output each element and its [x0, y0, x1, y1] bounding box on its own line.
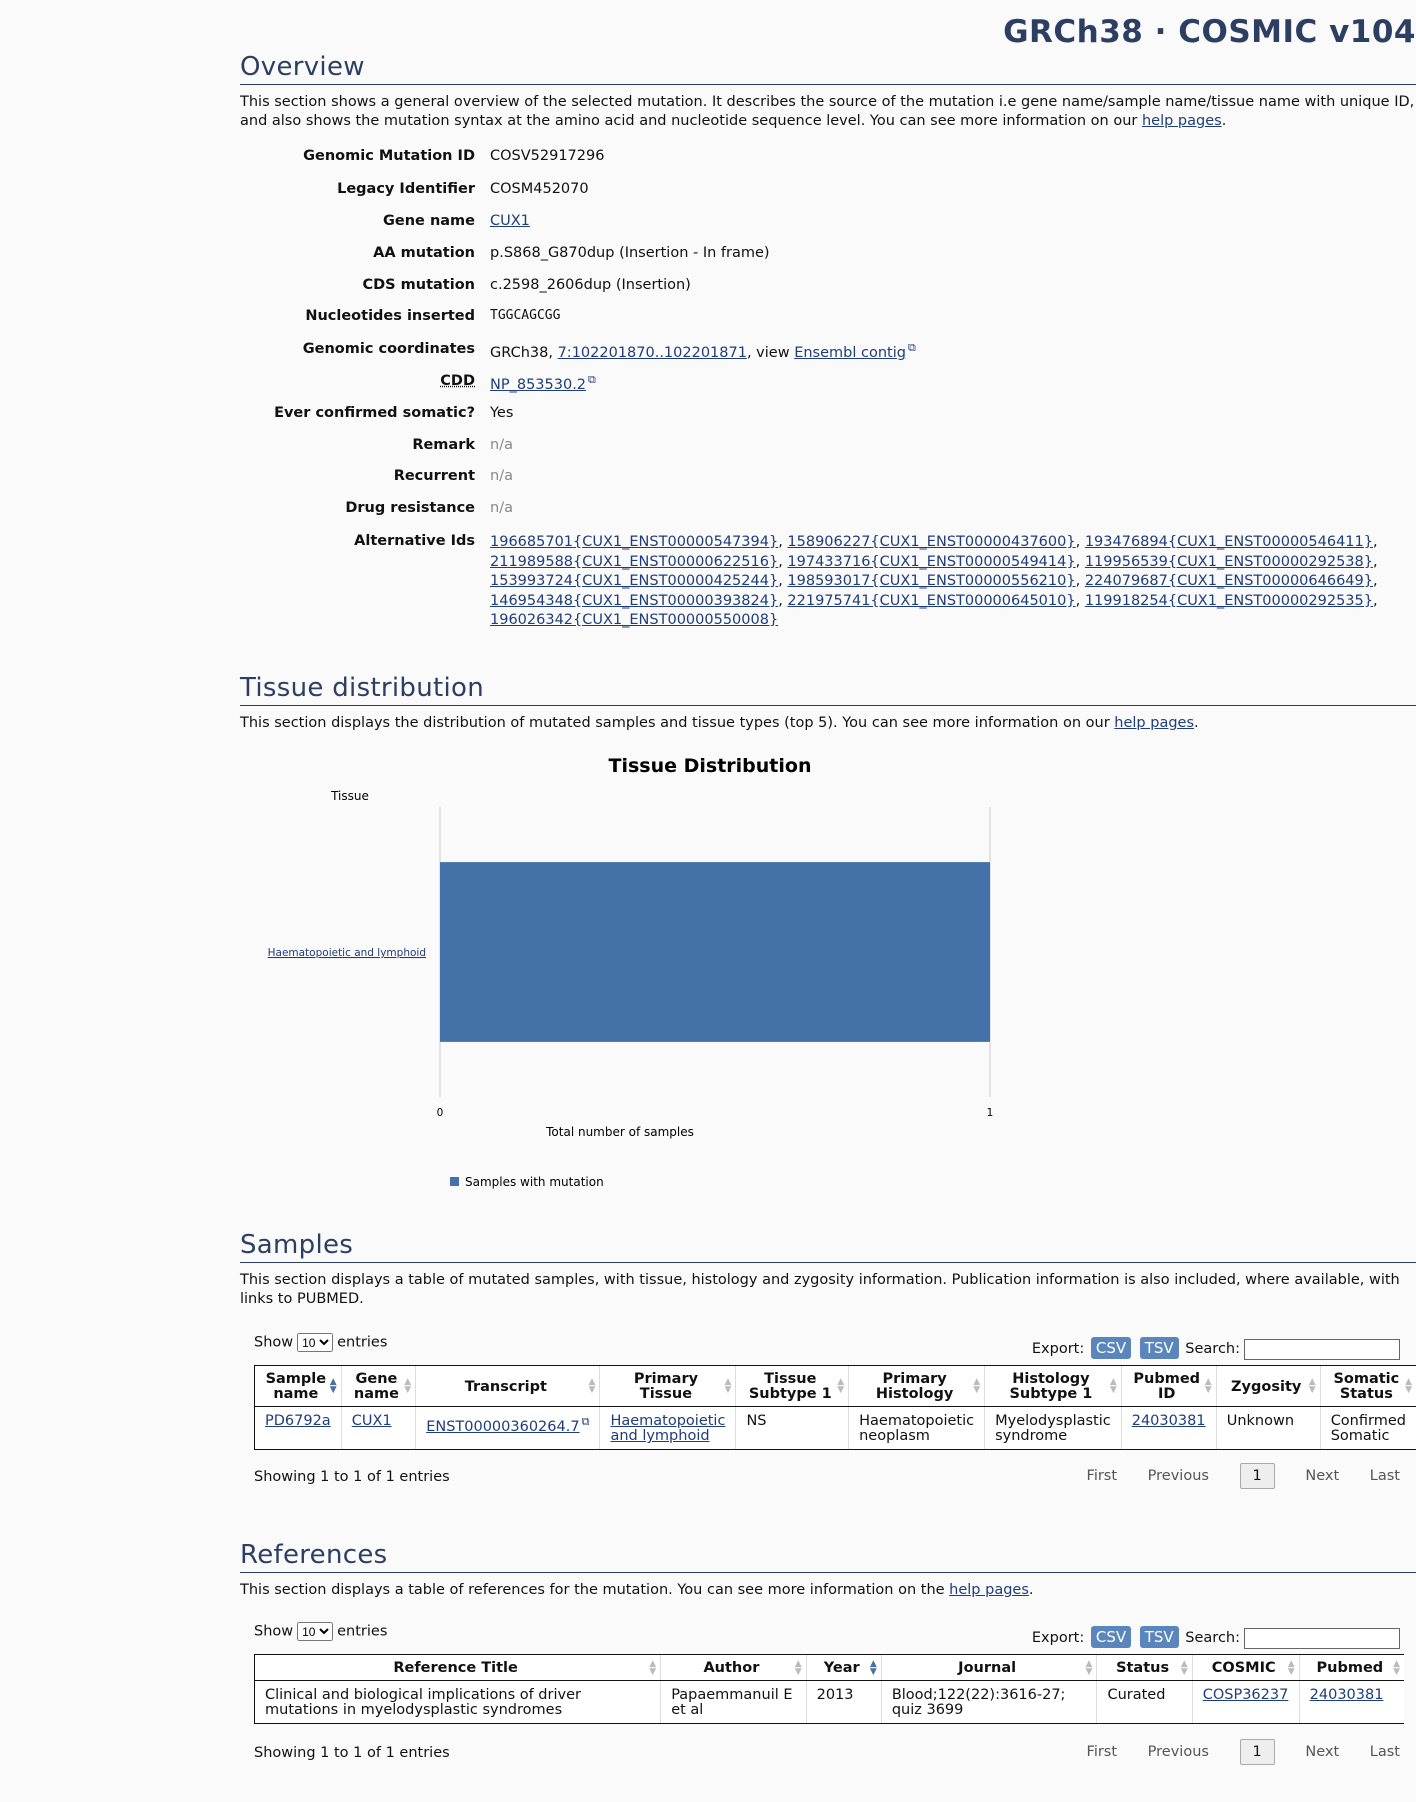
chart-legend-label: Samples with mutation	[465, 1175, 604, 1189]
references-table	[254, 1654, 1404, 1724]
field-cdd: CDD NP_853530.2 ⧉	[440, 373, 596, 393]
gene-name-link[interactable]: CUX1	[490, 213, 530, 229]
sort-icon: ▲ ▼	[1204, 1377, 1212, 1395]
col-transcript[interactable]: Transcript ▲ ▼	[416, 1366, 600, 1407]
tissue-subtype-cell: NS	[736, 1407, 849, 1450]
col-primary-tissue[interactable]: Primary Tissue ▲ ▼	[600, 1366, 736, 1407]
sort-icon: ▲ ▼	[1180, 1658, 1188, 1677]
alternative-id-link[interactable]: 158906227{CUX1_ENST00000437600}	[787, 534, 1076, 550]
author-cell: Papaemmanuil E et al	[661, 1681, 806, 1724]
overview-help-link[interactable]: help pages	[1141, 113, 1222, 129]
genomic-mutation-id-value: COSV52917296	[490, 148, 605, 164]
sort-icon: ▲ ▼	[794, 1658, 802, 1677]
samples-page-previous[interactable]: Previous	[1147, 1468, 1209, 1484]
tissue-chart-svg	[240, 745, 994, 1205]
gene-name-link[interactable]: CUX1	[351, 1413, 392, 1429]
chart-x-tick-label: 0	[436, 1107, 444, 1119]
col-primary-histology[interactable]: Primary Histology ▲ ▼	[849, 1366, 985, 1407]
references-table-info: Showing 1 to 1 of 1 entries	[254, 1745, 450, 1761]
primary-tissue-link[interactable]: Haematopoietic and lymphoid	[610, 1413, 726, 1444]
col-tissue-subtype[interactable]: Tissue Subtype 1 ▲ ▼	[736, 1366, 849, 1407]
field-gene-name: Gene name CUX1	[383, 213, 530, 229]
reference-title-cell: Clinical and biological implications of driver mutations in myelodysplastic syndromes	[255, 1681, 661, 1724]
samples-pagination	[1061, 1463, 1400, 1489]
nucleotides-inserted-value: TGGCAGCGG	[490, 308, 561, 323]
col-sample-name[interactable]: Sample name ▲ ▼	[255, 1366, 342, 1407]
samples-heading: Samples	[240, 1230, 1416, 1263]
alternative-id-link[interactable]: 196685701{CUX1_ENST00000547394}	[490, 534, 779, 550]
alternative-id-link[interactable]: 224079687{CUX1_ENST00000646649}	[1084, 573, 1373, 589]
alternative-id-link[interactable]: 198593017{CUX1_ENST00000556210}	[787, 573, 1076, 589]
references-description: This section displays a table of references for the mutation. You can see more information on the help pages.	[240, 1582, 1034, 1598]
references-page-current[interactable]: 1	[1240, 1739, 1275, 1765]
drug-resistance-value: n/a	[490, 500, 513, 516]
col-year[interactable]: Year ▲ ▼	[806, 1655, 881, 1681]
aa-mutation-value: p.S868_G870dup (Insertion - In frame)	[490, 245, 770, 261]
col-reference-title[interactable]: Reference Title ▲ ▼	[255, 1655, 661, 1681]
page-header-title: GRCh38 · COSMIC v104	[1003, 14, 1416, 50]
sort-icon: ▲ ▼	[404, 1377, 412, 1395]
legacy-identifier-value: COSM452070	[490, 181, 589, 197]
somatic-status-cell: Confirmed Somatic	[1320, 1407, 1416, 1450]
sort-asc-icon: ▲ ▼	[869, 1658, 877, 1677]
samples-export-csv-button[interactable]: CSV	[1091, 1337, 1131, 1359]
col-journal[interactable]: Journal ▲ ▼	[881, 1655, 1097, 1681]
chart-x-axis-label: Total number of samples	[546, 1125, 694, 1139]
recurrent-value: n/a	[490, 468, 513, 484]
references-page-first[interactable]: First	[1086, 1744, 1118, 1760]
sort-icon: ▲ ▼	[1308, 1377, 1316, 1395]
references-table-header	[255, 1655, 1405, 1681]
sort-icon: ▲ ▼	[1287, 1658, 1295, 1677]
alternative-id-link[interactable]: 153993724{CUX1_ENST00000425244}	[490, 573, 779, 589]
year-cell: 2013	[806, 1681, 881, 1724]
cosmic-link[interactable]: COSP36237	[1202, 1687, 1289, 1703]
col-somatic-status[interactable]: Somatic Status ▲ ▼	[1320, 1366, 1416, 1407]
chart-x-tick-label: 1	[986, 1107, 994, 1119]
samples-table-header	[255, 1366, 1416, 1407]
sort-icon: ▲ ▼	[588, 1377, 596, 1395]
pubmed-id-link[interactable]: 24030381	[1131, 1413, 1206, 1429]
sort-icon: ▲ ▼	[1393, 1658, 1400, 1677]
field-remark: Remark n/a	[240, 437, 1416, 457]
table-row	[255, 1681, 1405, 1724]
field-genomic-mutation-id: Genomic Mutation ID COSV52917296	[240, 148, 1416, 168]
sort-asc-icon: ▲ ▼	[329, 1377, 337, 1395]
sort-icon: ▲ ▼	[649, 1658, 657, 1677]
alternative-id-link[interactable]: 197433716{CUX1_ENST00000549414}	[787, 553, 1076, 570]
samples-section	[240, 1230, 1416, 1309]
references-pagination	[1061, 1739, 1400, 1765]
alternative-id-link[interactable]: 119918254{CUX1_ENST00000292535}	[1084, 592, 1373, 609]
field-drug-resistance: Drug resistance n/a	[240, 500, 1416, 520]
samples-page-first[interactable]: First	[1086, 1468, 1118, 1484]
field-alternative-ids: Alternative Ids 196685701{CUX1_ENST00000547394}, 158906227{CUX1_ENST00000437600}, 193476894{CUX1_ENST00000546411}, 211989588{CUX1_ENST00000622516}, 197433716{CUX1_ENST00000549414}, 119956539{CUX1_ENST00000292538}, 153993724{CUX1_ENST00000425244}, 198593017{CUX1_ENST00000556210}, 224079687{CUX1_ENST00000646649}, 146954348{CUX1_ENST00000393824}, 221975741{CUX1_ENST00000645010}, 119918254{CUX1_ENST00000292535}, 196026342{CUX1_ENST00000550008}	[240, 533, 1416, 553]
samples-page-current[interactable]: 1	[1240, 1463, 1275, 1489]
chart-category-label[interactable]: Haematopoietic and lymphoid	[267, 947, 426, 959]
external-link-icon: ⧉	[581, 1415, 590, 1428]
table-row	[255, 1407, 1416, 1450]
alternative-id-link[interactable]: 193476894{CUX1_ENST00000546411}	[1084, 534, 1373, 550]
overview-heading: Overview	[240, 52, 1416, 85]
field-genomic-coordinates: Genomic coordinates GRCh38, 7:102201870..102201871, view Ensembl contig ⧉	[302, 341, 916, 361]
samples-page-next[interactable]: Next	[1305, 1468, 1340, 1484]
ever-confirmed-value: Yes	[490, 405, 514, 421]
histology-subtype-cell: Myelodysplastic syndrome	[985, 1407, 1122, 1450]
field-ever-confirmed-somatic: Ever confirmed somatic? Yes	[240, 405, 1416, 425]
genomic-coordinates-link[interactable]: 7:102201870..102201871	[557, 344, 747, 361]
sort-icon: ▲ ▼	[1405, 1377, 1412, 1395]
overview-description: This section shows a general overview of the selected mutation. It describes the source of the mutation i.e gene name/sample name/tissue name with unique ID, and also shows the mutation syntax at the amino acid and nucleotide sequence level. You can see more information on our help pages.	[240, 94, 1415, 129]
sort-icon: ▲ ▼	[837, 1377, 845, 1395]
samples-page-last[interactable]: Last	[1369, 1468, 1400, 1484]
alternative-id-link[interactable]: 211989588{CUX1_ENST00000622516}	[490, 553, 779, 570]
pubmed-link[interactable]: 24030381	[1309, 1687, 1384, 1703]
references-search-input[interactable]	[1244, 1628, 1400, 1649]
chart-y-axis-label: Tissue	[331, 789, 369, 803]
alternative-id-link[interactable]: 146954348{CUX1_ENST00000393824}	[490, 592, 779, 609]
references-page-last[interactable]: Last	[1369, 1744, 1400, 1760]
sort-icon: ▲ ▼	[973, 1377, 981, 1395]
chart-title: Tissue Distribution	[608, 755, 812, 777]
samples-search-input[interactable]	[1244, 1339, 1400, 1360]
transcript-link[interactable]: ENST00000360264.7	[426, 1418, 580, 1435]
sort-icon: ▲ ▼	[1085, 1658, 1093, 1677]
alternative-id-link[interactable]: 221975741{CUX1_ENST00000645010}	[787, 592, 1076, 609]
alternative-id-link[interactable]: 119956539{CUX1_ENST00000292538}	[1084, 553, 1373, 570]
sample-name-link[interactable]: PD6792a	[265, 1413, 331, 1429]
references-help-link[interactable]: help pages	[949, 1582, 1029, 1598]
zygosity-cell: Unknown	[1216, 1407, 1320, 1450]
ensembl-contig-link[interactable]: Ensembl contig	[794, 344, 906, 361]
col-histology-subtype[interactable]: Histology Subtype 1 ▲ ▼	[985, 1366, 1122, 1407]
references-page-previous[interactable]: Previous	[1147, 1744, 1209, 1760]
field-cds-mutation: CDS mutation c.2598_2606dup (Insertion)	[240, 277, 1416, 297]
samples-description: This section displays a table of mutated samples, with tissue, histology and zygosity information. Publication information is also included, where available, with links to PUBMED.	[240, 1272, 1400, 1307]
field-aa-mutation: AA mutation p.S868_G870dup (Insertion - In frame)	[240, 245, 1416, 265]
field-legacy-identifier: Legacy Identifier COSM452070	[240, 181, 1416, 201]
alternative-ids-list: 196685701{CUX1_ENST00000547394}, 158906227{CUX1_ENST00000437600}, 193476894{CUX1_ENST00000546411}, 211989588{CUX1_ENST00000622516}, 197433716{CUX1_ENST00000549414}, 119956539{CUX1_ENST00000292538}, 153993724{CUX1_ENST00000425244}, 198593017{CUX1_ENST00000556210}, 224079687{CUX1_ENST00000646649}, 146954348{CUX1_ENST00000393824}, 221975741{CUX1_ENST00000645010}, 119918254{CUX1_ENST00000292535}, 196026342{CUX1_ENST00000550008}	[490, 534, 1378, 628]
col-zygosity[interactable]: Zygosity ▲ ▼	[1216, 1366, 1320, 1407]
overview-section	[240, 52, 1416, 131]
sort-icon: ▲ ▼	[724, 1377, 732, 1395]
col-status[interactable]: Status ▲ ▼	[1097, 1655, 1192, 1681]
chart-bar[interactable]	[440, 862, 990, 1042]
tissue-section	[240, 673, 1416, 733]
references-heading: References	[240, 1540, 1416, 1573]
references-table-controls: Show 10 entries Export: CSV TSV Search:	[254, 1622, 1416, 1648]
cds-mutation-value: c.2598_2606dup (Insertion)	[490, 277, 691, 293]
references-page-next[interactable]: Next	[1305, 1744, 1340, 1760]
col-pubmed[interactable]: Pubmed ▲ ▼	[1299, 1655, 1404, 1681]
status-cell: Curated	[1097, 1681, 1192, 1724]
references-export-csv-button[interactable]: CSV	[1091, 1626, 1131, 1648]
chart-legend-swatch	[450, 1177, 459, 1186]
remark-value: n/a	[490, 437, 513, 453]
primary-histology-cell: Haematopoietic neoplasm	[849, 1407, 985, 1450]
references-page-size-select[interactable]	[297, 1622, 333, 1641]
journal-cell: Blood;122(22):3616-27; quiz 3699	[881, 1681, 1097, 1724]
field-recurrent: Recurrent n/a	[240, 468, 1416, 488]
col-cosmic[interactable]: COSMIC ▲ ▼	[1192, 1655, 1299, 1681]
alternative-id-link[interactable]: 196026342{CUX1_ENST00000550008}	[490, 612, 779, 628]
external-link-icon: ⧉	[588, 373, 596, 386]
sort-icon: ▲ ▼	[1109, 1377, 1117, 1395]
samples-table	[254, 1365, 1416, 1450]
field-nucleotides-inserted: Nucleotides inserted TGGCAGCGG	[240, 308, 1416, 328]
external-link-icon: ⧉	[907, 341, 916, 354]
tissue-help-link[interactable]: help pages	[1114, 715, 1195, 731]
samples-table-controls: Show 10 entries Export: CSV TSV Search:	[254, 1333, 1416, 1359]
references-export-tsv-button[interactable]: TSV	[1140, 1626, 1179, 1648]
tissue-heading: Tissue distribution	[240, 673, 1416, 706]
samples-table-info: Showing 1 to 1 of 1 entries	[254, 1469, 450, 1485]
col-author[interactable]: Author ▲ ▼	[661, 1655, 806, 1681]
tissue-chart	[240, 745, 994, 1205]
cdd-link[interactable]: NP_853530.2	[490, 376, 587, 393]
references-section	[240, 1540, 1416, 1600]
col-pubmed-id[interactable]: Pubmed ID ▲ ▼	[1121, 1366, 1216, 1407]
samples-page-size-select[interactable]	[297, 1333, 333, 1352]
samples-export-tsv-button[interactable]: TSV	[1140, 1337, 1179, 1359]
tissue-description: This section displays the distribution of mutated samples and tissue types (top 5). You can see more information on our help pages.	[240, 715, 1199, 731]
col-gene-name[interactable]: Gene name ▲ ▼	[341, 1366, 415, 1407]
